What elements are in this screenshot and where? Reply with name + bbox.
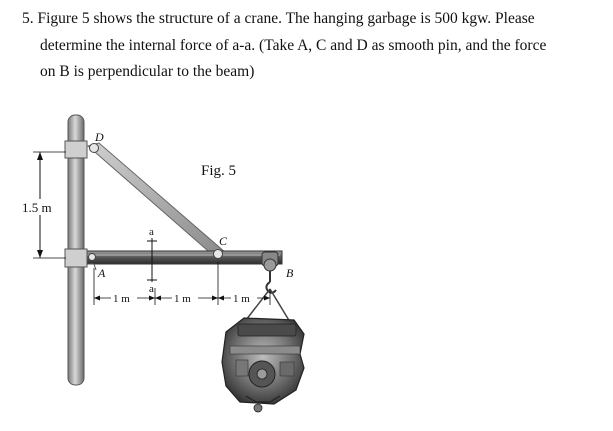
- span-dim-3: 1 m: [233, 293, 250, 305]
- section-label-top: a: [149, 226, 154, 238]
- label-C: C: [219, 234, 228, 248]
- diagonal-brace: [88, 143, 226, 257]
- pin-A: [89, 254, 96, 261]
- problem-line-2: determine the internal force of a-a. (Take A, C and D as smooth pin, and the force: [40, 36, 547, 54]
- section-label-bottom: a: [149, 283, 154, 295]
- pin-D: [90, 144, 99, 153]
- label-A: A: [98, 266, 106, 280]
- horizontal-beam: [84, 251, 282, 264]
- figure-caption: Fig. 5: [201, 163, 237, 179]
- label-B: B: [286, 266, 294, 280]
- collar-A: [65, 249, 87, 267]
- pin-C: [214, 250, 223, 259]
- engine-load: [222, 318, 304, 412]
- span-dim-2: 1 m: [174, 293, 191, 305]
- height-dim-label: 1.5 m: [22, 200, 52, 215]
- span-dim-1: 1 m: [113, 293, 130, 305]
- problem-line-3: on B is perpendicular to the beam): [40, 63, 255, 80]
- label-D: D: [95, 130, 104, 144]
- problem-line-1: 5. Figure 5 shows the structure of a crane. The hanging garbage is 500 kgw. Please: [22, 10, 535, 27]
- collar-D: [65, 141, 87, 158]
